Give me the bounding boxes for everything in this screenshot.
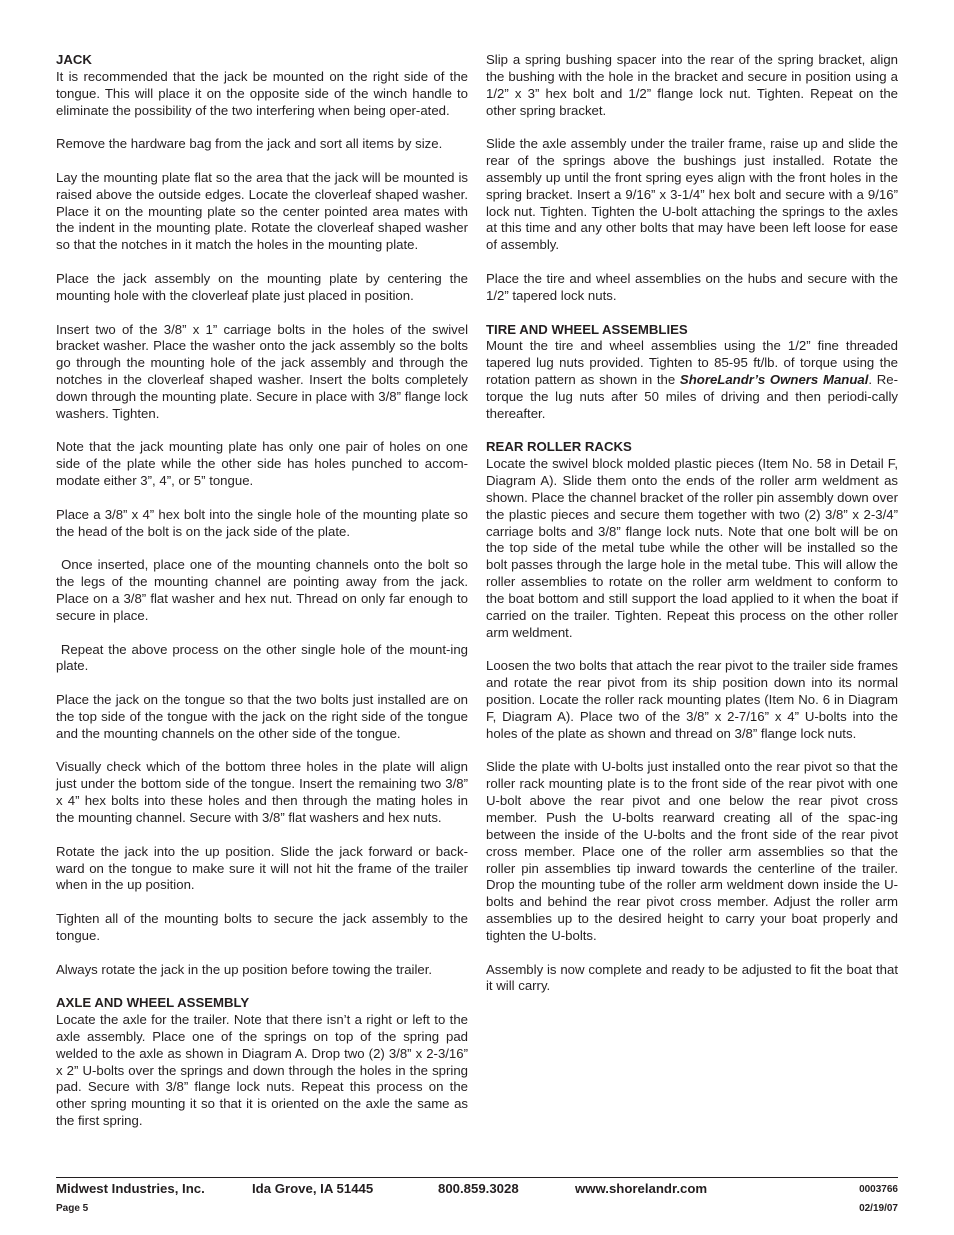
left-column: [56, 52, 472, 1147]
text-run: . Re-torque the lug nuts after 50 miles of driving and then periodi-cally thereafter.: [486, 372, 899, 421]
paragraph: Slide the plate with U-bolts just installed onto the rear pivot so that the roller rack mounting plate is to the front side of the rear pivot with one U-bolt above the rear pivot and one below the rear pivot cross member. Push the U-bolts rearward creating all of the spac-ing between the inside of the U-bolts and the front side of the rear pivot cross member. Place one of the roller arm assemblies so that the roller pin assemblies tip inward towards the centerline of the trailer. Drop the mounting tube of the roller arm weldment down inside the U-bolts and behind the rear pivot cross member. Adjust the roller arm assemblies up to the desired height to carry your boat properly and tighten the U-bolts.: [486, 759, 898, 943]
section-heading-rear-roller: REAR ROLLER RACKS: [486, 439, 632, 455]
footer-page-number: Page 5: [56, 1203, 89, 1214]
paragraph: Visually check which of the bottom three holes in the plate will align just under the bottom side of the tongue. Insert the remaining two 3/8” x 4” hex bolts into these holes and then through the mating holes in the mounting channel. Secure with 3/8” flat washers and hex nuts.: [56, 759, 468, 825]
footer-website: www.shorelandr.com: [575, 1181, 708, 1196]
right-column: [486, 52, 898, 1012]
text-run: Mount the tire and wheel assemblies using the 1/2” fine threaded tapered lug nuts provided. Tighten to 85-95 ft/lb. of torque using the rotation pattern as shown in the: [486, 338, 898, 388]
footer: [56, 1181, 898, 1221]
paragraph: Locate the axle for the trailer. Note that there isn’t a right or left to the axle assembly. Place one of the springs on top of the spring pad welded to the axle as shown in Diagram A. Drop two (2) 3/8” x 2-3/16” x 2” U-bolts over the springs and down through the holes in the spring pad. Secure with 3/8” flange lock nuts. Repeat this process on the other spring mounting it so that it is oriented on the axle the same as the first spring.: [56, 1012, 468, 1129]
footer-location: Ida Grove, IA 51445: [252, 1181, 374, 1196]
paragraph: Lay the mounting plate flat so the area that the jack will be mounted is raised above the outside edges. Locate the cloverleaf shaped washer. Place it on the mounting plate so the center pointed area mates with the indent in the mounting plate. Rotate the cloverleaf shaped washer so that the notches in it match the holes in the mounting plate.: [56, 169, 468, 253]
paragraph: Rotate the jack into the up position. Slide the jack forward or back-ward on the tongue to make sure it will not hit the frame of the trailer when in the up position.: [56, 843, 468, 893]
paragraph: Slip a spring bushing spacer into the rear of the spring bracket, align the bushing with the hole in the bracket and secure in position using a 1/2” x 3” hex bolt and 1/2” flange lock nut. Tighten. Repeat on the other spring bracket.: [486, 52, 898, 118]
footer-date: 02/19/07: [859, 1203, 898, 1214]
section-heading-tire: TIRE AND WHEEL ASSEMBLIES: [486, 321, 688, 337]
paragraph: Remove the hardware bag from the jack and sort all items by size.: [56, 136, 443, 152]
paragraph: Place the tire and wheel assemblies on the hubs and secure with the 1/2” tapered lock nuts.: [486, 270, 898, 303]
paragraph: Insert two of the 3/8” x 1” carriage bolts in the holes of the swivel bracket washer. Place the washer onto the jack assembly so the bolts go through the mounting hole of the jack assembly and through the notches in the cloverleaf shaped washer. Insert the bolts completely down through the mounting plate. Secure in place with 3/8” flange lock washers. Tighten.: [56, 321, 468, 421]
paragraph: Tighten all of the mounting bolts to secure the jack assembly to the tongue.: [56, 911, 468, 943]
paragraph: Slide the axle assembly under the trailer frame, raise up and slide the rear of the springs above the bushings just installed. Rotate the assembly up until the front spring eyes align with the front holes in the spring bracket. Insert a 9/16” x 3-1/4” hex bolt and secure with a 9/16” lock nut. Tighten. Tighten the U-bolt attaching the springs to the axles at this time and any other bolts that may have been left loose for ease of assembly.: [486, 136, 898, 253]
section-heading-axle: AXLE AND WHEEL ASSEMBLY: [56, 995, 250, 1011]
paragraph: Repeat the above process on the other single hole of the mount-ing plate.: [56, 641, 472, 674]
paragraph: Note that the jack mounting plate has only one pair of holes on one side of the plate while the other side has holes punched to accom-modate either 3”, 4”, or 5” tongue.: [56, 439, 468, 489]
paragraph: Always rotate the jack in the up position before towing the trailer.: [56, 961, 433, 977]
section-heading-jack: JACK: [56, 52, 92, 67]
paragraph: Loosen the two bolts that attach the rear pivot to the trailer side frames and rotate the rear pivot from its ship position down into its normal position. Locate the roller rack mounting plates (Item No. 6 in Diagram F, Diagram A). Place two of the 3/8” x 2-7/16” x 4” U-bolts into the holes of the plate as shown and thread on 3/8” flange lock nuts.: [486, 658, 898, 741]
footer-phone: 800.859.3028: [438, 1181, 519, 1196]
paragraph: Place a 3/8” x 4” hex bolt into the single hole of the mounting plate so the head of the bolt is on the jack side of the plate.: [56, 506, 468, 539]
footer-divider: [56, 1177, 898, 1178]
paragraph: Place the jack on the tongue so that the two bolts just installed are on the top side of the tongue with the jack on the right side of the tongue and the mounting channels on the other side of the tongue.: [56, 692, 468, 741]
footer-company: Midwest Industries, Inc.: [56, 1181, 205, 1196]
footer-doc-number: 0003766: [859, 1184, 898, 1195]
paragraph: Locate the swivel block molded plastic pieces (Item No. 58 in Detail F, Diagram A). Slide them onto the ends of the roller arm weldment as shown. Place the channel bracket of the roller pin assembly down over the plastic pieces and secure them together with two (2) 3/8” x 2-3/4” carriage bolts and 3/8” flange lock nuts. Note that one bolt will be on the top side of the metal tube while the other will be installed so the bolt passes through the large hole in the metal tube. This will allow the roller assemblies to rotate on the roller arm weldment to conform to the boat bottom and still support the load applied to it when the boat if carried on the trailer. Tighten. Repeat this process on the other roller arm weldment.: [486, 456, 898, 640]
paragraph: It is recommended that the jack be mounted on the right side of the tongue. This will place it on the opposite side of the winch handle to eliminate the possibility of the two interfering when being oper-ated.: [56, 68, 468, 118]
paragraph: Assembly is now complete and ready to be adjusted to fit the boat that it will carry.: [486, 961, 898, 994]
paragraph: [486, 338, 898, 422]
owners-manual-reference: ShoreLandr’s Owners Manual: [679, 372, 869, 388]
paragraph: Once inserted, place one of the mounting channels onto the bolt so the legs of the mounting channel are pointing away from the jack. Place on a 3/8” flat washer and hex nut. Thread on only far enough to secure in place.: [56, 557, 472, 623]
paragraph: Place the jack assembly on the mounting plate by centering the mounting hole with the cloverleaf plate just placed in position.: [56, 270, 468, 303]
